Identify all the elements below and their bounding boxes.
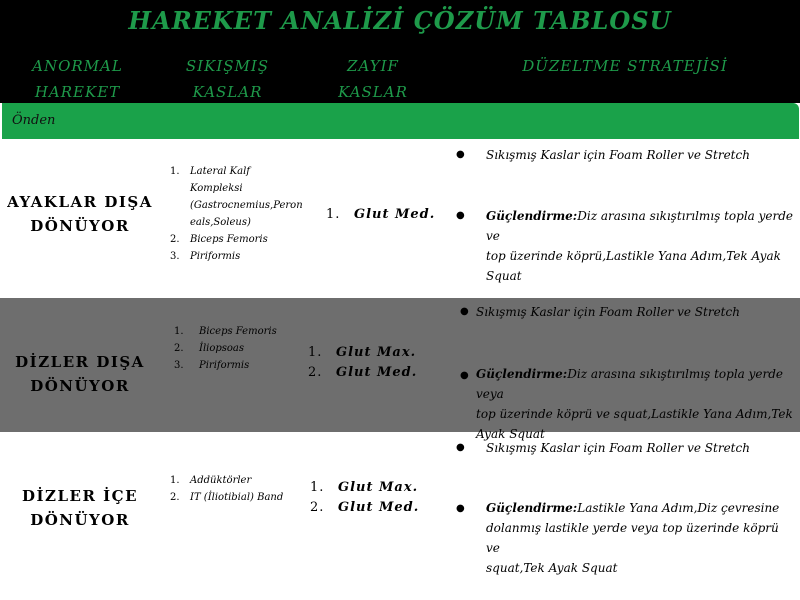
tight-muscles-cell [174, 323, 314, 374]
list-text: Glut Med. [354, 207, 436, 222]
weak-muscles-cell [310, 478, 450, 518]
strategy-text: dolanmış lastikle yerde veya top üzerinde köprü ve [486, 521, 779, 555]
list-text: Addüktörler [190, 475, 252, 486]
abnormal-movement-cell [0, 484, 160, 532]
strategy-text: top üzerinde köprü,Lastikle Yana Adım,Tek Ayak [486, 249, 781, 263]
strategy-text: Ayak Squat [476, 427, 545, 441]
list-text: Glut Max. [336, 345, 417, 360]
list-text: Piriformis [199, 360, 250, 371]
list-item [174, 340, 314, 357]
list-item [308, 363, 448, 383]
list-number: 3. [170, 251, 180, 262]
strategy-text: Diz arasına sıkıştırılmış topla yerde ve [486, 209, 794, 243]
strategy-text: top üzerinde köprü ve squat,Lastikle Yana Adım,Tek [476, 407, 793, 421]
header-line: ZAYIF [347, 57, 399, 75]
list-item [174, 357, 314, 374]
strategy-stretch: Sıkışmış Kaslar için Foam Roller ve Stretch [476, 305, 740, 319]
list-text: Biceps Femoris [199, 326, 277, 337]
list-number: 3. [174, 360, 184, 371]
list-number: 1. [308, 345, 323, 360]
list-text: eals,Soleus) [190, 217, 251, 228]
weak-muscles-cell [308, 343, 448, 383]
strategy-strengthening [476, 364, 796, 444]
list-text: Kompleksi [190, 183, 243, 194]
strategy-text: squat,Tek Ayak Squat [486, 561, 618, 575]
movement-line: DİZLER DIŞA [15, 353, 145, 371]
bullet-icon: ● [456, 503, 465, 514]
list-item [308, 343, 448, 363]
strategy-strengthening [486, 206, 796, 286]
list-text: İliopsoas [199, 343, 245, 354]
strategy-label: Güçlendirme: [486, 501, 578, 515]
bullet-icon: ● [460, 370, 469, 381]
column-header-tight-muscles [170, 53, 285, 105]
list-number: 1. [174, 326, 184, 337]
list-text: IT (İliotibial) Band [190, 492, 284, 503]
list-text: (Gastrocnemius,Peron [190, 200, 303, 211]
column-header-weak-muscles [318, 53, 428, 105]
bullet-icon: ● [456, 442, 465, 453]
list-number: 2. [308, 365, 323, 380]
list-text: Biceps Femoris [190, 234, 268, 245]
list-item [170, 472, 320, 489]
list-number: 1. [170, 475, 180, 486]
movement-line: DÖNÜYOR [30, 511, 130, 529]
list-text: Glut Max. [338, 480, 419, 495]
strategy-strengthening [486, 498, 796, 578]
header-line: KASLAR [338, 83, 408, 101]
list-text: Glut Med. [336, 365, 418, 380]
header-line: ANORMAL [32, 57, 123, 75]
abnormal-movement-cell [0, 190, 160, 238]
strategy-label: Güçlendirme: [486, 209, 578, 223]
list-item [170, 163, 310, 231]
movement-line: DİZLER İÇE [21, 487, 139, 505]
strategy-text: Squat [486, 269, 522, 283]
header-line: SIKIŞMIŞ [185, 57, 270, 75]
abnormal-movement-cell [0, 350, 160, 398]
list-item [170, 231, 310, 248]
header-line: KASLAR [192, 83, 263, 101]
list-text: Glut Med. [338, 500, 420, 515]
list-number: 2. [174, 343, 184, 354]
list-number: 2. [170, 234, 180, 245]
bullet-icon: ● [456, 149, 465, 160]
strategy-stretch: Sıkışmış Kaslar için Foam Roller ve Stretch [486, 148, 750, 162]
tight-muscles-cell [170, 472, 320, 506]
list-item [174, 323, 314, 340]
strategy-label: Güçlendirme: [476, 367, 568, 381]
list-item [170, 248, 310, 265]
list-number: 2. [310, 500, 325, 515]
column-header-abnormal-movement [20, 53, 135, 105]
list-number: 2. [170, 492, 180, 503]
strategy-text: Diz arasına sıkıştırılmış topla yerde veya [476, 367, 784, 401]
list-text: Piriformis [190, 251, 241, 262]
bullet-icon: ● [456, 210, 465, 221]
list-number: 1. [170, 166, 180, 177]
list-text: Lateral Kalf [190, 166, 250, 177]
list-number: 1. [326, 207, 341, 222]
page-title: HAREKET ANALİZİ ÇÖZÜM TABLOSU [128, 6, 672, 35]
bullet-icon: ● [460, 306, 469, 317]
section-bar [2, 103, 799, 139]
list-item [310, 498, 450, 518]
section-label: Önden [12, 113, 56, 128]
list-item [310, 478, 450, 498]
movement-line: DÖNÜYOR [30, 377, 130, 395]
list-item [326, 205, 456, 225]
movement-line: AYAKLAR DIŞA [7, 193, 153, 211]
list-number: 1. [310, 480, 325, 495]
column-header-correction-strategy: DÜZELTME STRATEJİSİ [522, 57, 728, 75]
tight-muscles-cell [170, 163, 310, 265]
weak-muscles-cell [326, 205, 456, 225]
list-item [170, 489, 320, 506]
movement-line: DÖNÜYOR [30, 217, 130, 235]
strategy-text: Lastikle Yana Adım,Diz çevresine [577, 501, 780, 515]
header-line: HAREKET [34, 83, 121, 101]
strategy-stretch: Sıkışmış Kaslar için Foam Roller ve Stretch [486, 441, 750, 455]
